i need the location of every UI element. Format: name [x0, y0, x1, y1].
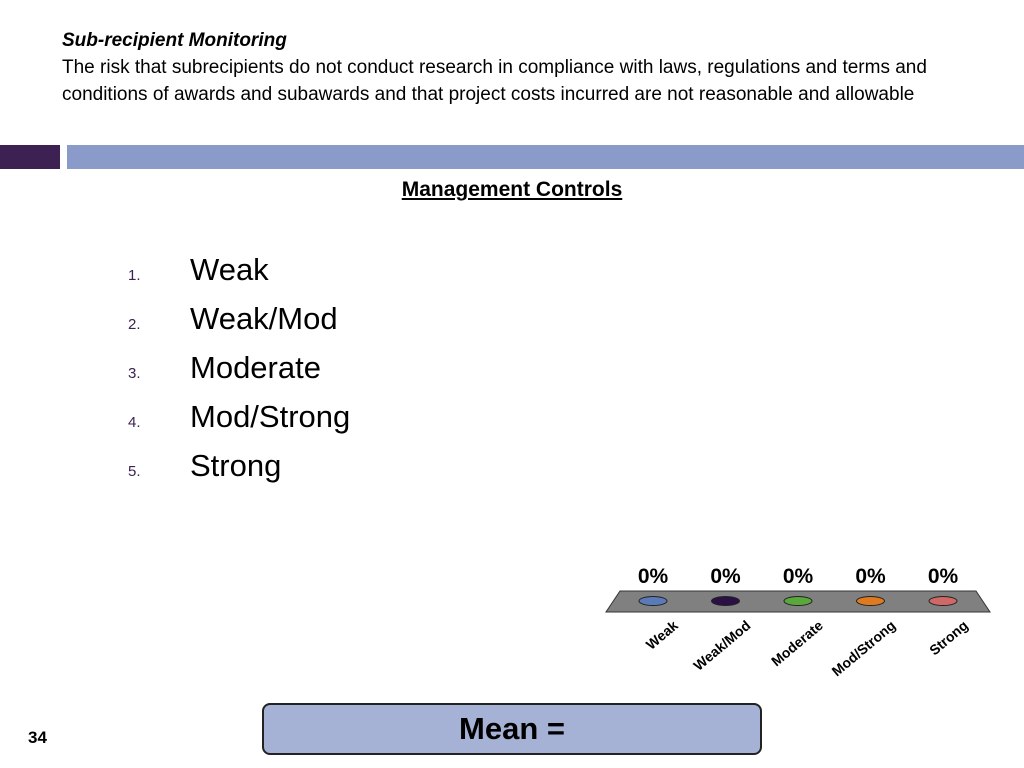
mean-label: Mean = [459, 711, 565, 746]
option-label: Moderate [190, 350, 321, 385]
section-title: Management Controls [401, 178, 623, 201]
chart-data-label: 0% [782, 565, 814, 588]
chart-data-label: 0% [855, 565, 886, 588]
option-number: 3. [128, 365, 141, 382]
chart-data-label: 0% [710, 565, 741, 588]
chart-data-label: 0% [637, 565, 669, 588]
chart-data-label: 0% [927, 565, 959, 588]
option-label: Mod/Strong [190, 399, 351, 434]
option-number: 1. [128, 267, 141, 284]
chart-category-label: Moderate [767, 617, 826, 670]
chart-bar [712, 597, 740, 606]
option-number: 2. [128, 316, 141, 333]
slide-number: 34 [28, 728, 47, 747]
header-accent-bar-light [67, 145, 1024, 169]
response-chart [596, 555, 996, 715]
chart-bar [857, 597, 885, 606]
slide-header [62, 28, 962, 108]
mean-box [262, 703, 762, 755]
response-chart-svg [596, 555, 996, 715]
chart-bar [784, 597, 812, 606]
option-label: Strong [190, 448, 282, 483]
option-label: Weak/Mod [190, 301, 338, 336]
chart-bar [639, 597, 667, 606]
header-title: Sub-recipient Monitoring [62, 30, 287, 51]
header-description: The risk that subrecipients do not conduct research in compliance with laws, regulations and terms and conditions of awards and subawards and that project costs incurred are not reasonable and allowable [62, 57, 927, 105]
chart-category-label: Weak/Mod [690, 617, 754, 674]
chart-bar [929, 597, 957, 606]
chart-category-label: Weak [642, 617, 681, 653]
option-label: Weak [190, 252, 269, 287]
chart-category-label: Mod/Strong [828, 617, 899, 680]
option-number: 4. [128, 414, 141, 431]
chart-category-label: Strong [926, 617, 971, 659]
option-number: 5. [128, 463, 141, 480]
header-accent-bar-dark [0, 145, 60, 169]
